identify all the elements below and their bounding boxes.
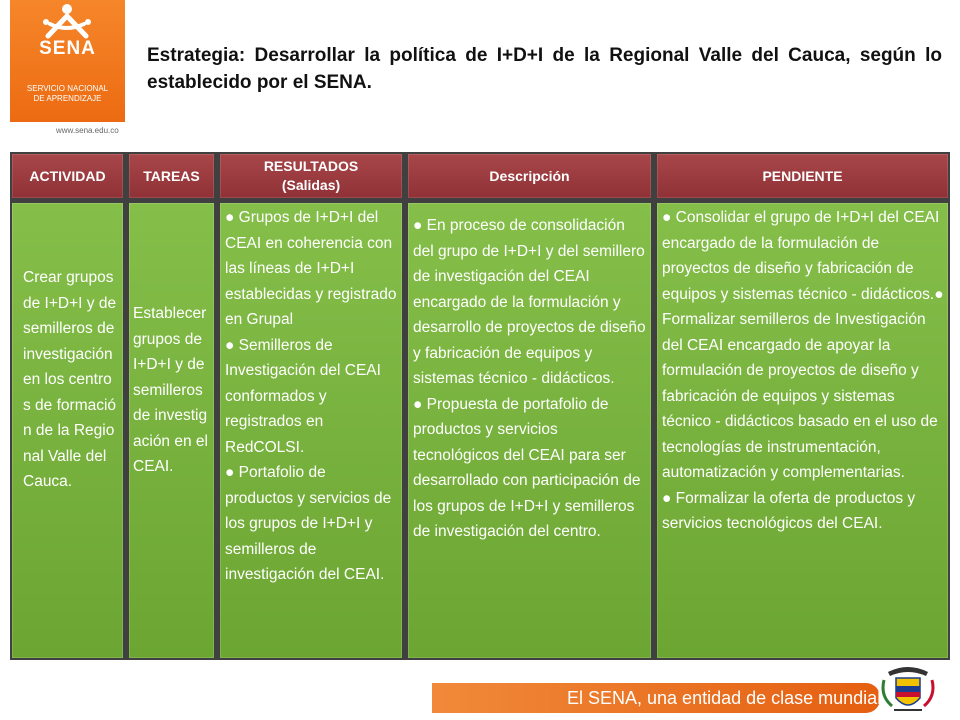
logo-subtitle-line1: SERVICIO NACIONAL: [26, 84, 109, 93]
header-tareas: TAREAS: [129, 154, 214, 198]
actividad-text: Crear grupos de I+D+I y de semilleros de investigación en los centros de formación de la Regional Valle del Cauca.: [23, 269, 117, 490]
header-descripcion: Descripción: [408, 154, 651, 198]
header-resultados-line1: RESULTADOS: [263, 158, 359, 174]
colombia-coat-of-arms-icon: [878, 662, 938, 718]
pendiente-item: ● Formalizar la oferta de productos y servicios tecnológicos del CEAI.: [662, 489, 916, 532]
logo-wordmark: SENA: [39, 38, 96, 59]
descripcion-item: ● Propuesta de portafolio de productos y servicios tecnológicos del CEAI para ser desarrollado con participación de los grupos de I+D+I y semilleros de investigación del centro.: [413, 395, 641, 540]
header-resultados: [220, 154, 402, 198]
cell-pendiente: [657, 203, 948, 658]
tareas-text: Establecer grupos de I+D+I y de semilleros de investigación en el CEAI.: [133, 305, 208, 475]
sena-figure-icon: [10, 2, 125, 42]
page-title: Estrategia: Desarrollar la política de I+D+I de la Regional Valle del Cauca, según lo establecido por el SENA.: [147, 45, 942, 93]
logo-subtitle: [10, 84, 125, 104]
strategy-table: [10, 152, 950, 660]
logo-background: [10, 0, 125, 122]
footer-slogan: El SENA, una entidad de clase mundial: [567, 688, 882, 708]
cell-resultados: [220, 203, 402, 658]
sena-logo: [6, 0, 126, 140]
resultados-item: ● Grupos de I+D+I del CEAI en coherencia con las líneas de I+D+I establecidas y registrado en Grupal: [225, 209, 397, 328]
logo-subtitle-line2: DE APRENDIZAJE: [33, 94, 102, 103]
header-resultados-line2: (Salidas): [281, 177, 341, 193]
pendiente-item: ● Consolidar el grupo de I+D+I del CEAI encargado de la formulación de proyectos de diseño y fabricación de equipos y sistemas técnico - didácticos.● Formalizar semilleros de Investigación del CEAI encargado de apoyar la formulación de proyectos de diseño y fabricación de equipos y sistemas técnico - didácticos basado en el uso de tecnologías de instrumentación, automatización y complementarias.: [662, 209, 944, 481]
header-actividad: ACTIVIDAD: [12, 154, 123, 198]
cell-descripcion: [408, 203, 651, 658]
cell-actividad: [12, 203, 123, 658]
descripcion-item: ● En proceso de consolidación del grupo de I+D+I y del semillero de investigación del CEAI encargado de la formulación y desarrollo de proyectos de diseño y fabricación de equipos y sistemas técnico - didácticos.: [413, 217, 646, 387]
resultados-item: ● Semilleros de Investigación del CEAI conformados y registrados en RedCOLSI.: [225, 336, 381, 456]
header-pendiente: PENDIENTE: [657, 154, 948, 198]
logo-url: www.sena.edu.co: [56, 126, 119, 135]
resultados-item: ● Portafolio de productos y servicios de los grupos de I+D+I y semilleros de investigación del CEAI.: [225, 464, 392, 583]
cell-tareas: [129, 203, 214, 658]
